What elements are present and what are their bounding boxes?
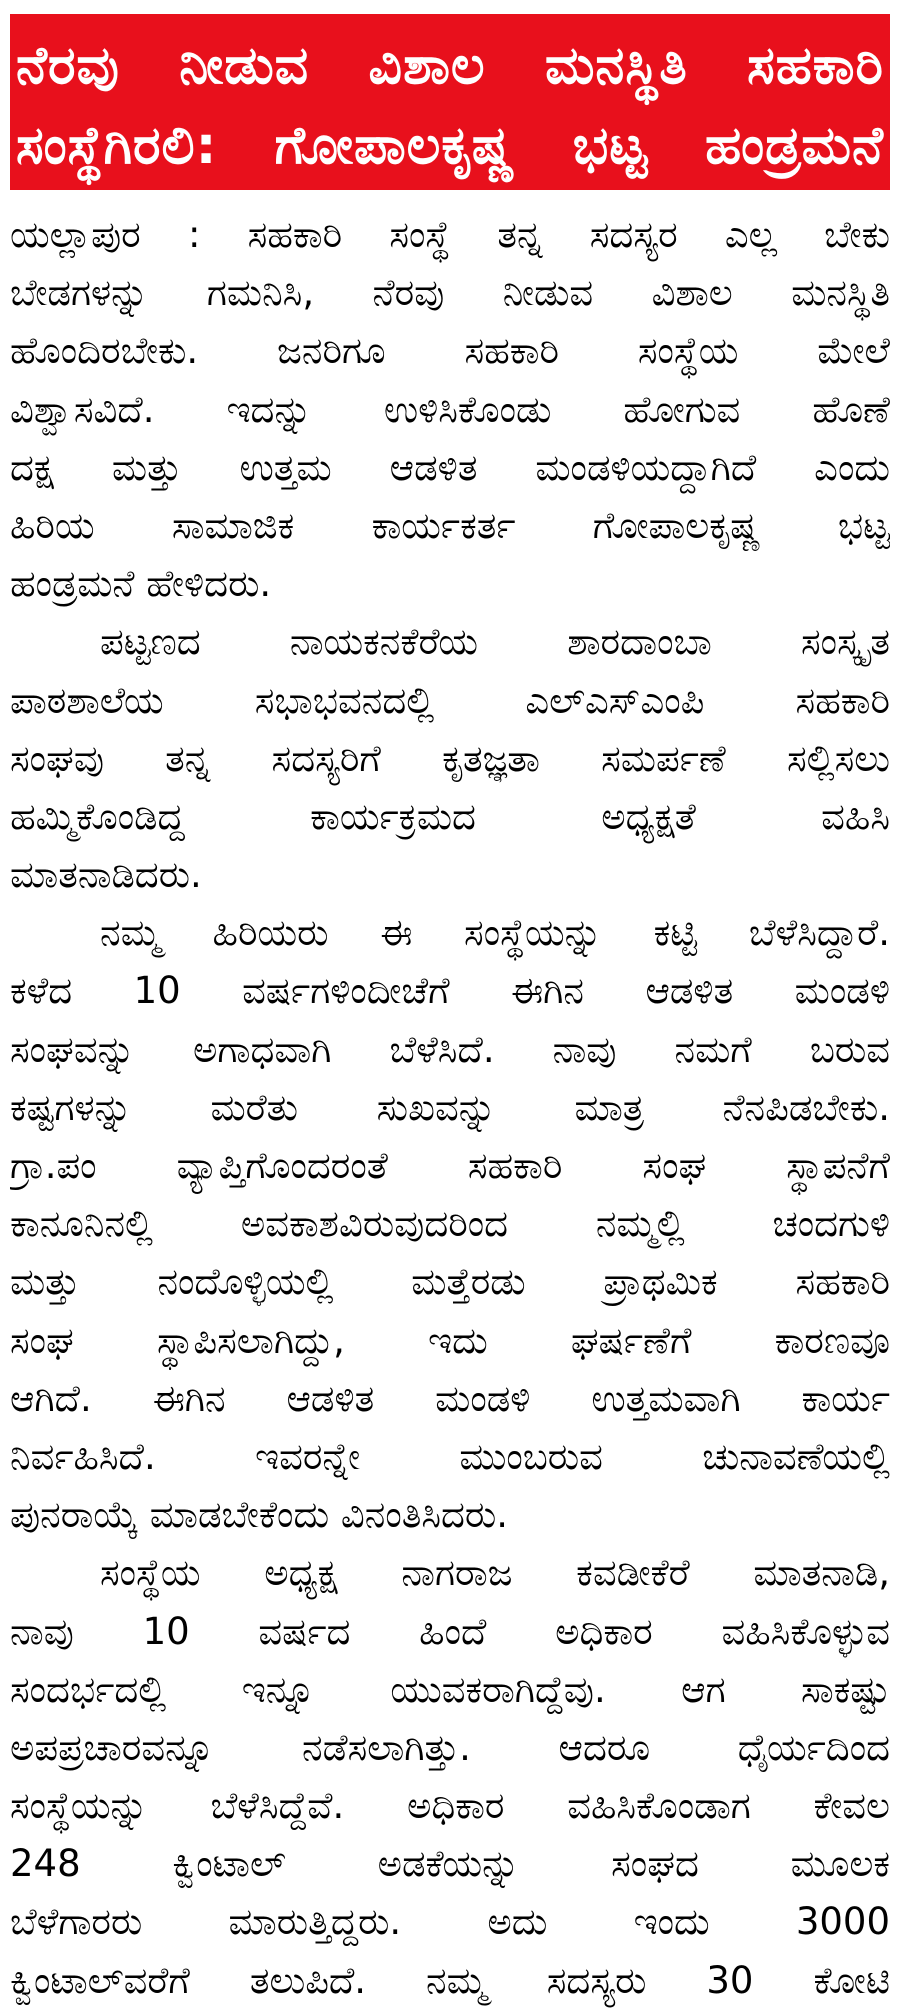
paragraph-line: ಆಗಿದೆ. ಈಗಿನ ಆಡಳಿತ ಮಂಡಳಿ ಉತ್ತಮವಾಗಿ ಕಾರ್ಯ bbox=[10, 1376, 890, 1420]
paragraph-line: ಕಳೆದ 10 ವರ್ಷಗಳಿಂದೀಚೆಗೆ ಈಗಿನ ಆಡಳಿತ ಮಂಡಳಿ bbox=[10, 969, 890, 1013]
paragraph-line: ಪಟ್ಟಣದ ನಾಯಕನಕೆರೆಯ ಶಾರದಾಂಬಾ ಸಂಸ್ಕೃತ bbox=[100, 620, 890, 664]
paragraph-line: ಹಂಡ್ರಮನೆ ಹೇಳಿದರು. bbox=[10, 562, 272, 606]
paragraph-line: ಮತ್ತು ನಂದೊಳ್ಳಿಯಲ್ಲಿ ಮತ್ತೆರಡು ಪ್ರಾಥಮಿಕ ಸಹಕಾರಿ bbox=[10, 1260, 890, 1304]
paragraph-line: ಬೆಳೆಗಾರರು ಮಾರುತ್ತಿದ್ದರು. ಅದು ಇಂದು 3000 bbox=[10, 1900, 890, 1944]
paragraph-line: ಯಲ್ಲಾಪುರ : ಸಹಕಾರಿ ಸಂಸ್ಥೆ ತನ್ನ ಸದಸ್ಯರ ಎಲ್ಲ ಬೇಕು bbox=[10, 213, 890, 256]
paragraph-line: ಮಾತನಾಡಿದರು. bbox=[10, 853, 202, 897]
paragraph-line: ಸಂಘ ಸ್ಥಾಪಿಸಲಾಗಿದ್ದು, ಇದು ಘರ್ಷಣೆಗೆ ಕಾರಣವೂ bbox=[10, 1318, 890, 1362]
paragraph-line: ಸಂಸ್ಥೆಯನ್ನು ಬೆಳೆಸಿದ್ದೆವೆ. ಅಧಿಕಾರ ವಹಿಸಿಕೊಂಡಾಗ ಕೇವಲ bbox=[10, 1784, 890, 1828]
article-body bbox=[10, 206, 890, 2010]
paragraph-line: ಹೊಂದಿರಬೇಕು. ಜನರಿಗೂ ಸಹಕಾರಿ ಸಂಸ್ಥೆಯ ಮೇಲೆ bbox=[10, 329, 890, 373]
paragraph-line: ಕಷ್ಟಗಳನ್ನು ಮರೆತು ಸುಖವನ್ನು ಮಾತ್ರ ನೆನಪಿಡಬೇಕು. bbox=[10, 1085, 890, 1129]
paragraph-1 bbox=[10, 206, 890, 613]
paragraph-line: ಅಪಪ್ರಚಾರವನ್ನೂ ನಡೆಸಲಾಗಿತ್ತು. ಆದರೂ ಧೈರ್ಯದಿಂದ bbox=[10, 1725, 890, 1769]
paragraph-line: ಬೇಡಗಳನ್ನು ಗಮನಿಸಿ, ನೆರವು ನೀಡುವ ವಿಶಾಲ ಮನಸ್ಥಿತಿ bbox=[10, 271, 890, 315]
paragraph-line: ಪಾಠಶಾಲೆಯ ಸಭಾಭವನದಲ್ಲಿ ಎಲ್‌ಎಸ್‌ಎಂಪಿ ಸಹಕಾರಿ bbox=[10, 678, 890, 722]
paragraph-line: ಸಂಘವು ತನ್ನ ಸದಸ್ಯರಿಗೆ ಕೃತಜ್ಞತಾ ಸಮರ್ಪಣೆ ಸಲ್ಲಿಸಲು bbox=[10, 736, 890, 780]
headline-line-1: ನೆರವು ನೀಡುವ ವಿಶಾಲ ಮನಸ್ಥಿತಿ ಸಹಕಾರಿ bbox=[16, 36, 884, 96]
paragraph-line: ಕಾನೂನಿನಲ್ಲಿ ಅವಕಾಶವಿರುವುದರಿಂದ ನಮ್ಮಲ್ಲಿ ಚಂದಗುಳಿ bbox=[10, 1202, 890, 1246]
paragraph-line: 248 ಕ್ವಿಂಟಾಲ್ ಅಡಕೆಯನ್ನು ಸಂಘದ ಮೂಲಕ bbox=[10, 1842, 890, 1886]
headline-line-2: ಸಂಸ್ಥೆಗಿರಲಿ: ಗೋಪಾಲಕೃಷ್ಣ ಭಟ್ಟ ಹಂಡ್ರಮನೆ bbox=[16, 116, 884, 176]
paragraph-line: ಹಮ್ಮಿಕೊಂಡಿದ್ದ ಕಾರ್ಯಕ್ರಮದ ಅಧ್ಯಕ್ಷತೆ ವಹಿಸಿ bbox=[10, 794, 890, 838]
paragraph-line: ನಾವು 10 ವರ್ಷದ ಹಿಂದೆ ಅಧಿಕಾರ ವಹಿಸಿಕೊಳ್ಳುವ bbox=[10, 1609, 890, 1653]
paragraph-line: ಸಂದರ್ಭದಲ್ಲಿ ಇನ್ನೂ ಯುವಕರಾಗಿದ್ದೆವು. ಆಗ ಸಾಕಷ್ಟು bbox=[10, 1667, 890, 1711]
headline-banner bbox=[10, 14, 890, 190]
paragraph-line: ದಕ್ಷ ಮತ್ತು ಉತ್ತಮ ಆಡಳಿತ ಮಂಡಳಿಯದ್ದಾಗಿದೆ ಎಂದು bbox=[10, 445, 890, 489]
paragraph-2 bbox=[10, 613, 890, 904]
paragraph-line: ಕ್ವಿಂಟಾಲ್‌ವರೆಗೆ ತಲುಪಿದೆ. ನಮ್ಮ ಸದಸ್ಯರು 30 ಕೋಟಿ bbox=[10, 1958, 890, 2002]
paragraph-line: ಸಂಘವನ್ನು ಅಗಾಧವಾಗಿ ಬೆಳೆಸಿದೆ. ನಾವು ನಮಗೆ ಬರುವ bbox=[10, 1027, 890, 1071]
paragraph-line: ಸಂಸ್ಥೆಯ ಅಧ್ಯಕ್ಷ ನಾಗರಾಜ ಕವಡೀಕೆರೆ ಮಾತನಾಡಿ, bbox=[100, 1551, 890, 1595]
paragraph-4 bbox=[10, 1544, 890, 2010]
paragraph-line: ಗ್ರಾ.ಪಂ ವ್ಯಾಪ್ತಿಗೊಂದರಂತೆ ಸಹಕಾರಿ ಸಂಘ ಸ್ಥಾಪನೆಗೆ bbox=[10, 1144, 890, 1187]
paragraph-line: ಹಿರಿಯ ಸಾಮಾಜಿಕ ಕಾರ್ಯಕರ್ತ ಗೋಪಾಲಕೃಷ್ಣ ಭಟ್ಟ bbox=[10, 503, 890, 547]
paragraph-3 bbox=[10, 904, 890, 1544]
paragraph-line: ವಿಶ್ವಾಸವಿದೆ. ಇದನ್ನು ಉಳಿಸಿಕೊಂಡು ಹೋಗುವ ಹೊಣೆ bbox=[10, 387, 890, 431]
paragraph-line: ನಿರ್ವಹಿಸಿದೆ. ಇವರನ್ನೇ ಮುಂಬರುವ ಚುನಾವಣೆಯಲ್ಲಿ bbox=[10, 1434, 890, 1478]
paragraph-line: ನಮ್ಮ ಹಿರಿಯರು ಈ ಸಂಸ್ಥೆಯನ್ನು ಕಟ್ಟಿ ಬೆಳೆಸಿದ್ದಾರೆ. bbox=[100, 911, 890, 955]
paragraph-line: ಪುನರಾಯ್ಕೆ ಮಾಡಬೇಕೆಂದು ವಿನಂತಿಸಿದರು. bbox=[10, 1493, 508, 1537]
